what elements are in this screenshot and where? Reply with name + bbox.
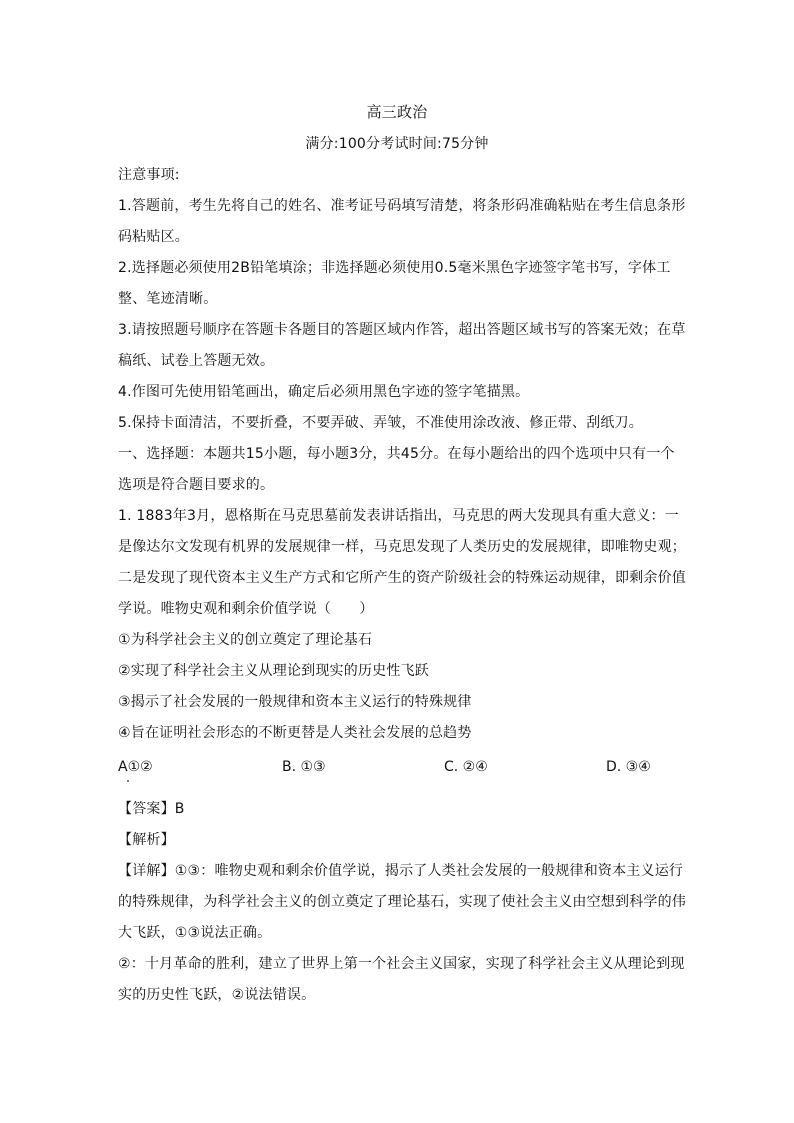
notice-heading: 注意事项: — [118, 167, 180, 183]
exam-info: 满分:100分考试时间:75分钟 — [305, 136, 489, 152]
question-stem: 1. 1883年3月，恩格斯在马克思墓前发表讲话指出，马克思的两大发现具有重大意义：一 — [118, 508, 679, 524]
detail-line: 大飞跃，①③说法正确。 — [118, 925, 272, 941]
option-b: B. ①③ — [282, 759, 326, 775]
question-stem: 二是发现了现代资本主义生产方式和它所产生的资产阶级社会的特殊运动规律，即剩余价值 — [118, 570, 686, 586]
page-title: 高三政治 — [366, 103, 428, 121]
notice-line: 稿纸、试卷上答题无效。 — [118, 353, 275, 369]
question-stem: 是像达尔文发现有机界的发展规律一样，马克思发现了人类历史的发展规律，即唯物史观； — [118, 539, 686, 555]
statement-item: ④旨在证明社会形态的不断更替是人类社会发展的总趋势 — [118, 725, 472, 741]
statement-item: ③揭示了社会发展的一般规律和资本主义运行的特殊规律 — [118, 694, 472, 710]
section-heading: 一、选择题：本题共15小题，每小题3分，共45分。在每小题给出的四个选项中只有一个 — [118, 446, 675, 462]
question-stem: 学说。唯物史观和剩余价值学说（ ） — [118, 601, 374, 617]
notice-line: 3.请按照题号顺序在答题卡各题目的答题区域内作答，超出答题区域书写的答案无效；在草 — [118, 322, 686, 338]
notice-line: 5.保持卡面清洁，不要折叠，不要弄破、弄皱，不准使用涂改液、修正带、刮纸刀。 — [118, 415, 643, 431]
option-d: D. ③④ — [606, 759, 651, 775]
detail-line: ②：十月革命的胜利，建立了世界上第一个社会主义国家，实现了科学社会主义从理论到现 — [118, 956, 685, 972]
option-c: C. ②④ — [444, 759, 488, 775]
detail-line: 的特殊规律，为科学社会主义的创立奠定了理论基石，实现了使社会主义由空想到科学的伟 — [118, 894, 686, 910]
notice-line: 1.答题前，考生先将自己的姓名、准考证号码填写清楚，将条形码准确粘贴在考生信息条形 — [118, 198, 686, 214]
section-heading: 选项是符合题目要求的。 — [118, 477, 275, 493]
notice-line: 2.选择题必须使用2B铅笔填涂；非选择题必须使用0.5毫米黑色字迹签字笔书写，字体工 — [118, 260, 671, 276]
statement-item: ①为科学社会主义的创立奠定了理论基石 — [118, 632, 373, 648]
analysis-label: 【解析】 — [118, 832, 175, 848]
detail-line: 【详解】①③：唯物史观和剩余价值学说，揭示了人类社会发展的一般规律和资本主义运行 — [118, 863, 684, 879]
statement-item: ②实现了科学社会主义从理论到现实的历史性飞跃 — [118, 663, 429, 679]
option-a: A①② — [118, 759, 153, 775]
notice-line: 4.作图可先使用铅笔画出，确定后必须用黑色字迹的签字笔描黑。 — [118, 384, 530, 400]
stray-dot — [127, 780, 129, 782]
notice-line: 整、笔迹清晰。 — [118, 291, 218, 307]
detail-line: 实的历史性飞跃，②说法错误。 — [118, 987, 316, 1003]
notice-line: 码粘贴区。 — [118, 229, 189, 245]
answer-line: 【答案】B — [118, 801, 185, 817]
